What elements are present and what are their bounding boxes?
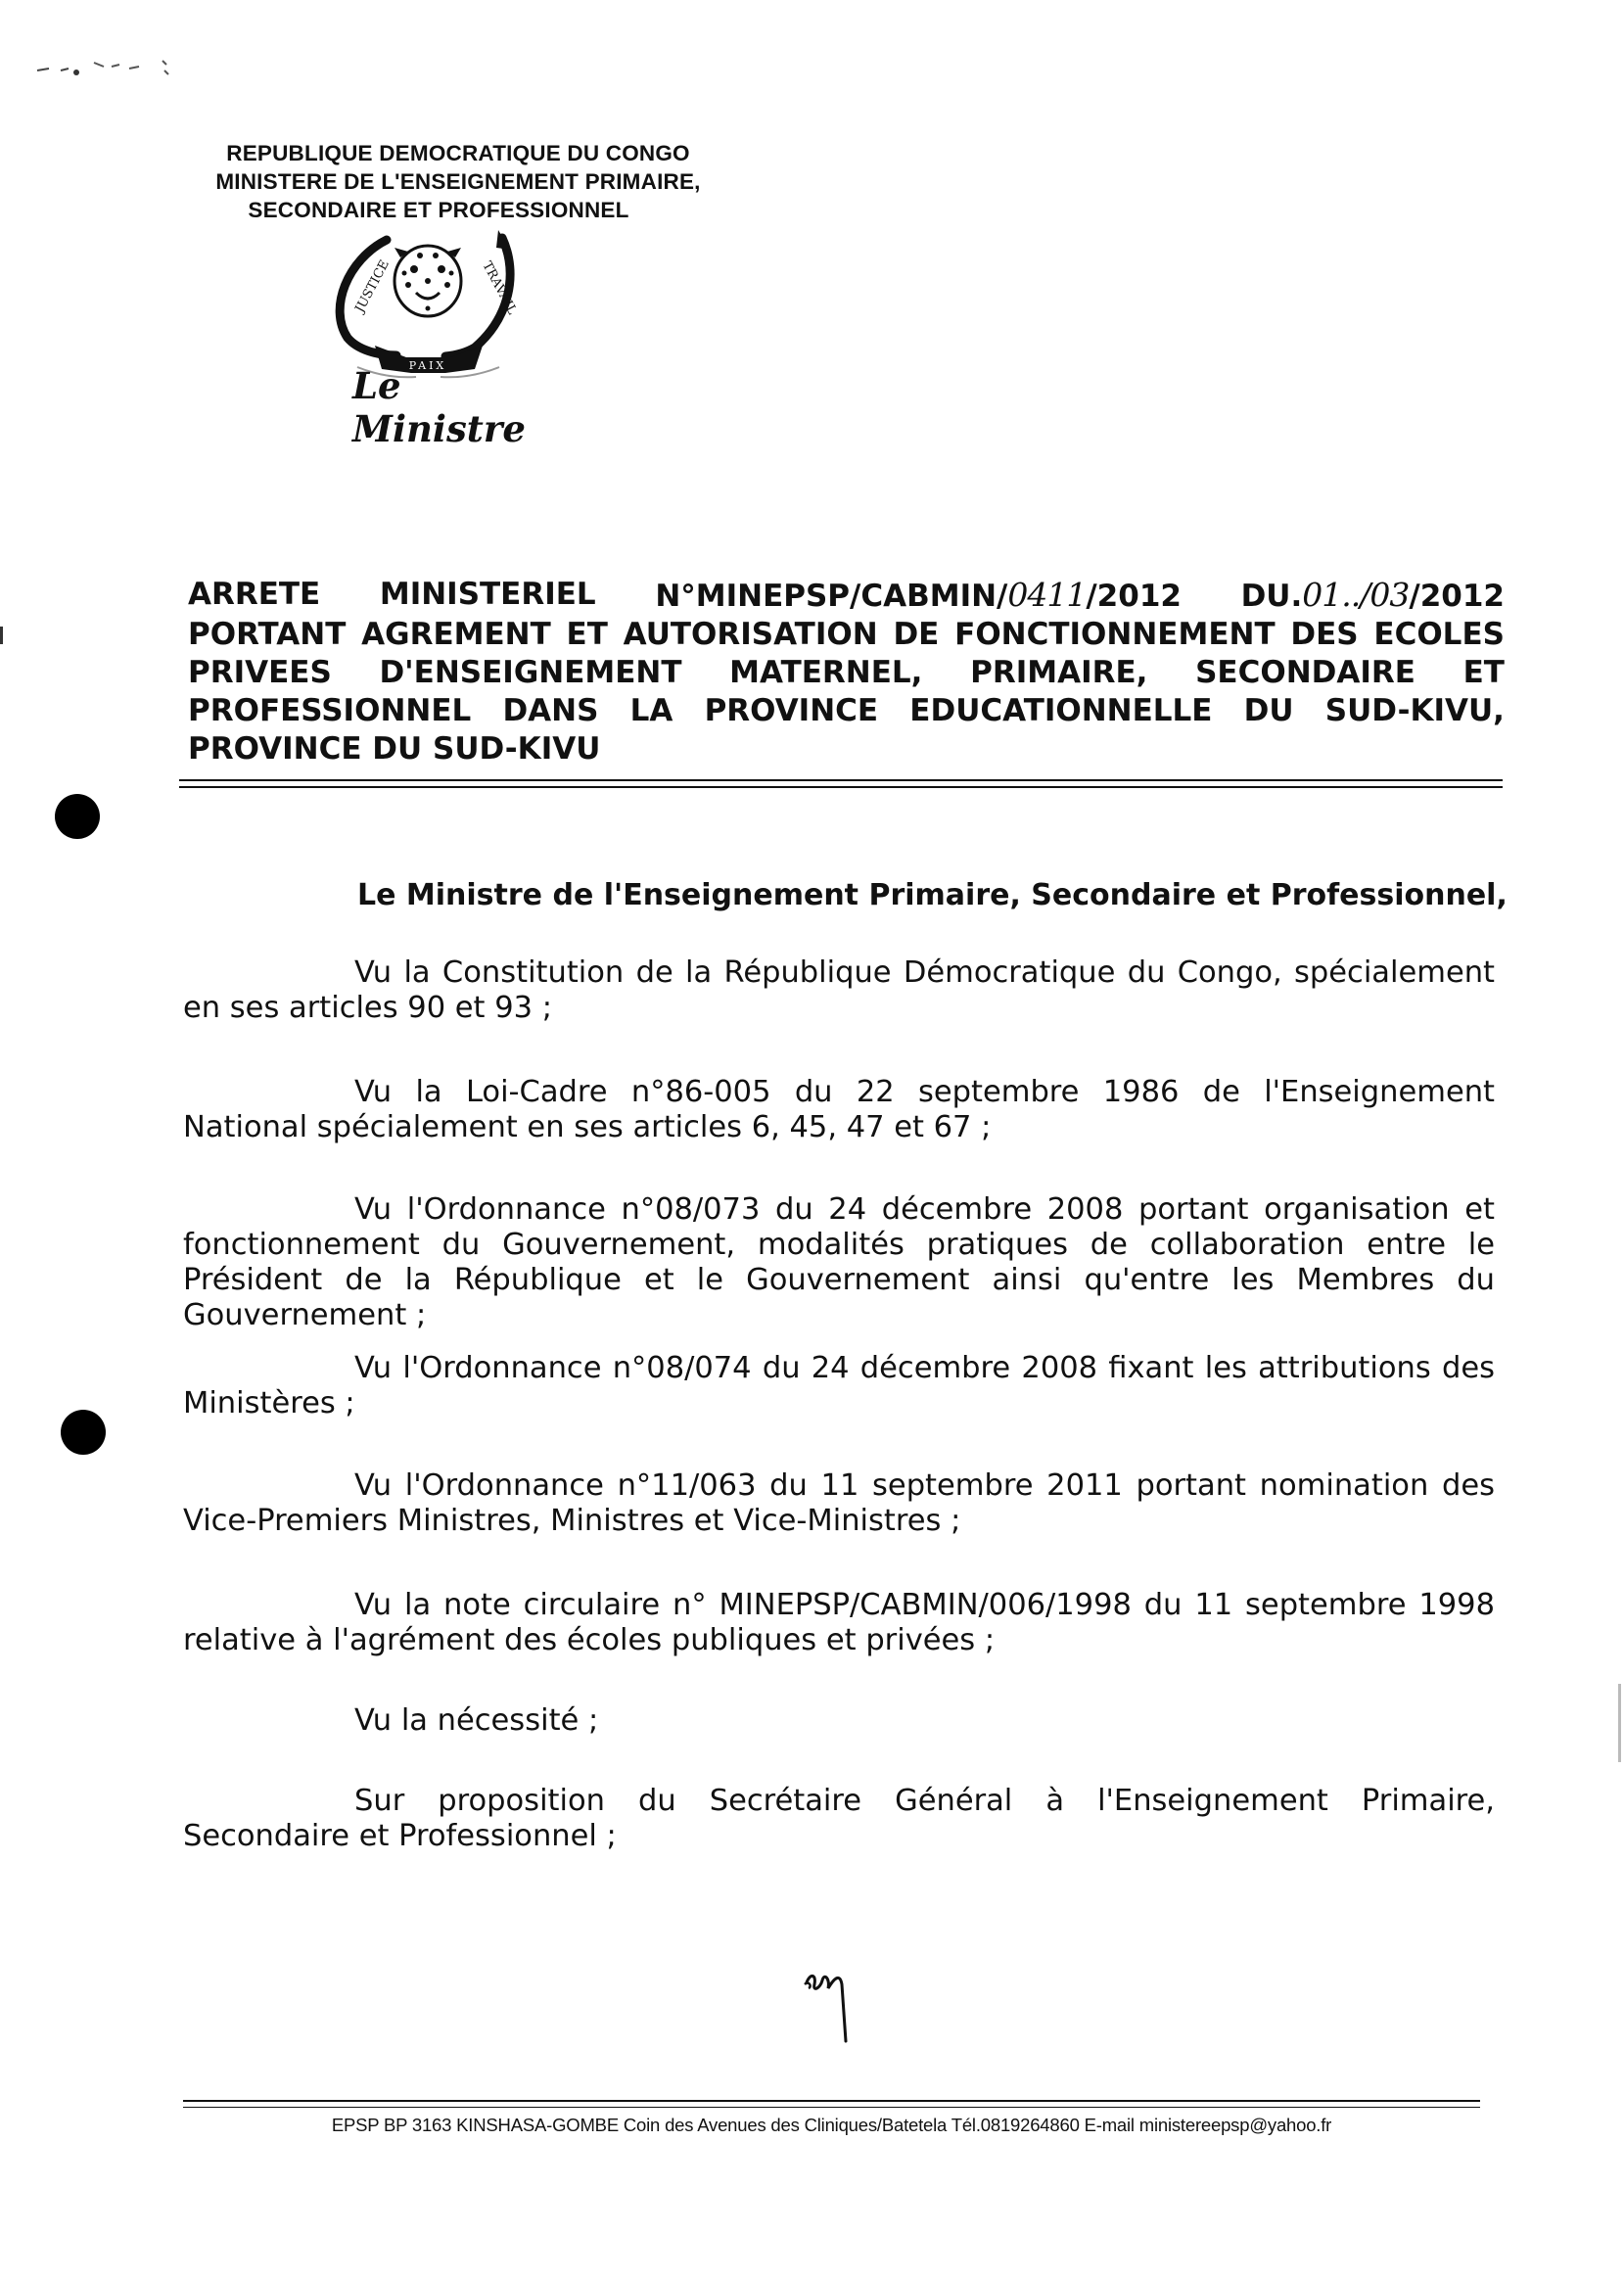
paragraph: Vu l'Ordonnance n°08/074 du 24 décembre 2008 fixant les attributions des Ministères ;: [183, 1351, 1495, 1420]
paragraph: Vu la note circulaire n° MINEPSP/CABMIN/006/1998 du 11 septembre 1998 relative à l'agrément des écoles publiques et privées ;: [183, 1588, 1495, 1657]
margin-mark: [1618, 1684, 1621, 1762]
scan-marks: [35, 57, 182, 82]
decree-title-line: PROVINCE DU SUD-KIVU: [188, 731, 601, 767]
decree-reference: N°MINEPSP/CABMIN/0411/2012: [655, 576, 1182, 614]
decree-title-line: PROFESSIONNEL DANS LA PROVINCE EDUCATIONNELLE DU SUD-KIVU,: [188, 693, 1505, 728]
handwritten-ref-number: 0411: [1007, 576, 1087, 614]
paragraph: Vu la Loi-Cadre n°86-005 du 22 septembre 1986 de l'Enseignement National spécialement en ses articles 6, 45, 47 et 67 ;: [183, 1075, 1495, 1144]
handwritten-initials: [801, 1963, 879, 2051]
decree-title-line: PORTANT AGREMENT ET AUTORISATION DE FONCTIONNEMENT DES ECOLES: [188, 617, 1505, 652]
minister-signature-label: Le Ministre: [352, 364, 526, 450]
handwritten-month: 03: [1369, 576, 1410, 614]
ministry-name-line2: SECONDAIRE ET PROFESSIONNEL: [248, 198, 629, 222]
paragraph: Sur proposition du Secrétaire Général à l'Enseignement Primaire, Secondaire et Professionnel ;: [183, 1784, 1495, 1853]
decree-title-line: PRIVEES D'ENSEIGNEMENT MATERNEL, PRIMAIRE, SECONDAIRE ET: [188, 655, 1505, 690]
decree-date: DU.01../03/2012: [1240, 576, 1505, 614]
punch-hole: [61, 1410, 106, 1455]
margin-mark: [0, 627, 3, 644]
emblem-right-text: TRAVAIL: [479, 258, 520, 317]
punch-hole: [55, 794, 100, 839]
title-word: ARRETE: [188, 577, 321, 612]
footer-divider: [183, 2100, 1480, 2102]
paragraph: Vu la Constitution de la République Démocratique du Congo, spécialement en ses articles 90 et 93 ;: [183, 955, 1495, 1025]
paragraph: Vu l'Ordonnance n°11/063 du 11 septembre 2011 portant nomination des Vice-Premiers Ministres, Ministres et Vice-Ministres ;: [183, 1468, 1495, 1538]
decree-title: [188, 576, 1505, 768]
drc-coat-of-arms-icon: [318, 220, 538, 382]
decree-title-line: [188, 576, 1505, 616]
handwritten-day: 01: [1302, 576, 1342, 614]
country-name: REPUBLIQUE DEMOCRATIQUE DU CONGO: [226, 141, 690, 165]
ministry-name-line1: MINISTERE DE L'ENSEIGNEMENT PRIMAIRE,: [215, 169, 701, 194]
title-divider: [179, 786, 1503, 788]
preamble: Le Ministre de l'Enseignement Primaire, Secondaire et Professionnel,: [357, 878, 1508, 912]
letterhead: [184, 139, 732, 224]
title-word: MINISTERIEL: [379, 577, 596, 612]
emblem-left-text: JUSTICE: [352, 257, 393, 315]
paragraph: Vu la nécessité ;: [354, 1703, 599, 1738]
footer-address: EPSP BP 3163 KINSHASA-GOMBE Coin des Avenues des Cliniques/Batetela Tél.0819264860 E-mail ministereepsp@yahoo.fr: [331, 2115, 1332, 2135]
emblem-ribbon-text: PAIX: [408, 359, 447, 372]
title-divider: [179, 779, 1503, 781]
footer-divider: [183, 2107, 1480, 2108]
paragraph: Vu l'Ordonnance n°08/073 du 24 décembre 2008 portant organisation et fonctionnement du Gouvernement, modalités pratiques de collaboration entre le Président de la République et le Gouvernement ainsi qu'entre les Membres du Gouvernement ;: [183, 1192, 1495, 1332]
